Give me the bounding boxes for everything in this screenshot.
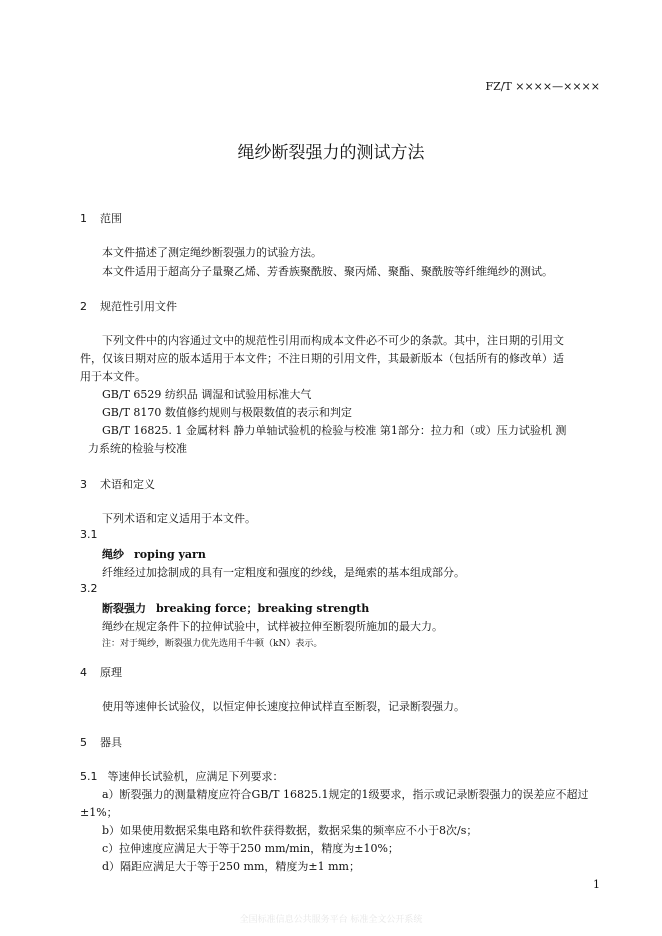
- term-english: breaking force；breaking strength: [156, 602, 370, 615]
- term-chinese: 绳纱: [102, 548, 124, 561]
- requirement-c: c）拉伸速度应满足大于等于250 mm/min，精度为±10%；: [102, 842, 399, 855]
- clause-5-1: [80, 768, 284, 784]
- page-title: 绳纱断裂强力的测试方法: [237, 143, 425, 163]
- reference-item: GB/T 16825. 1 金属材料 静力单轴试验机的检验与校准 第1部分：拉力和（或）压力试验机 测: [102, 424, 567, 437]
- references-intro-line-1: 下列文件中的内容通过文中的规范性引用而构成本文件必不可少的条款。其中，注日期的引用文: [102, 334, 564, 347]
- requirement-d: d）隔距应满足大于等于250 mm，精度为±1 mm；: [102, 860, 360, 873]
- reference-item-continuation: 力系统的检验与校准: [88, 442, 187, 455]
- section-title: 术语和定义: [100, 478, 155, 491]
- term-3-1-definition: 纤维经过加捻制成的具有一定粗度和强度的纱线，是绳索的基本组成部分。: [102, 566, 465, 579]
- principle-paragraph: 使用等速伸长试验仪，以恒定伸长速度拉伸试样直至断裂，记录断裂强力。: [102, 700, 465, 713]
- section-title: 原理: [100, 666, 122, 679]
- term-3-1-number: 3.1: [80, 528, 98, 541]
- requirement-a-line-2: ±1%；: [80, 806, 118, 819]
- page-number: 1: [593, 878, 600, 891]
- clause-text: 等速伸长试验机，应满足下列要求：: [107, 770, 284, 783]
- section-number: 2: [80, 300, 87, 313]
- term-english: roping yarn: [134, 548, 206, 561]
- section-5-heading: [80, 734, 122, 750]
- references-intro-line-2: 件，仅该日期对应的版本适用于本文件；不注日期的引用文件，其最新版本（包括所有的修改单）适: [80, 352, 564, 365]
- scope-paragraph-1: 本文件描述了测定绳纱断裂强力的试验方法。: [102, 246, 322, 259]
- section-2-heading: [80, 298, 177, 314]
- footer-watermark: 全国标准信息公共服务平台 标准全文公开系统: [239, 915, 423, 925]
- references-intro-line-3: 用于本文件。: [80, 370, 146, 383]
- scope-paragraph-2: 本文件适用于超高分子量聚乙烯、芳香族聚酰胺、聚丙烯、聚酯、聚酰胺等纤维绳纱的测试。: [102, 265, 553, 278]
- term-3-2-heading: [102, 600, 369, 616]
- reference-item: GB/T 6529 纺织品 调湿和试验用标准大气: [102, 388, 312, 401]
- section-number: 1: [80, 212, 87, 225]
- term-3-1-heading: [102, 546, 206, 562]
- section-3-heading: [80, 476, 155, 492]
- reference-item: GB/T 8170 数值修约规则与极限数值的表示和判定: [102, 406, 352, 419]
- requirement-a-line-1: a）断裂强力的测量精度应符合GB/T 16825.1规定的1级要求，指示或记录断裂强力的误差应不超过: [102, 788, 589, 801]
- term-3-2-number: 3.2: [80, 582, 98, 595]
- section-number: 3: [80, 478, 87, 491]
- term-3-2-note: 注：对于绳纱，断裂强力优先选用千牛顿（kN）表示。: [102, 639, 323, 649]
- terms-intro: 下列术语和定义适用于本文件。: [102, 512, 256, 525]
- term-chinese: 断裂强力: [102, 602, 146, 615]
- section-1-heading: [80, 210, 122, 226]
- clause-number: 5.1: [80, 770, 98, 783]
- section-4-heading: [80, 664, 122, 680]
- section-number: 5: [80, 736, 87, 749]
- term-3-2-definition: 绳纱在规定条件下的拉伸试验中，试样被拉伸至断裂所施加的最大力。: [102, 620, 443, 633]
- section-title: 范围: [100, 212, 122, 225]
- section-title: 器具: [100, 736, 122, 749]
- section-number: 4: [80, 666, 87, 679]
- document-code: FZ/T ××××—××××: [485, 80, 600, 93]
- requirement-b: b）如果使用数据采集电路和软件获得数据，数据采集的频率应不小于8次/s；: [102, 824, 478, 837]
- section-title: 规范性引用文件: [100, 300, 177, 313]
